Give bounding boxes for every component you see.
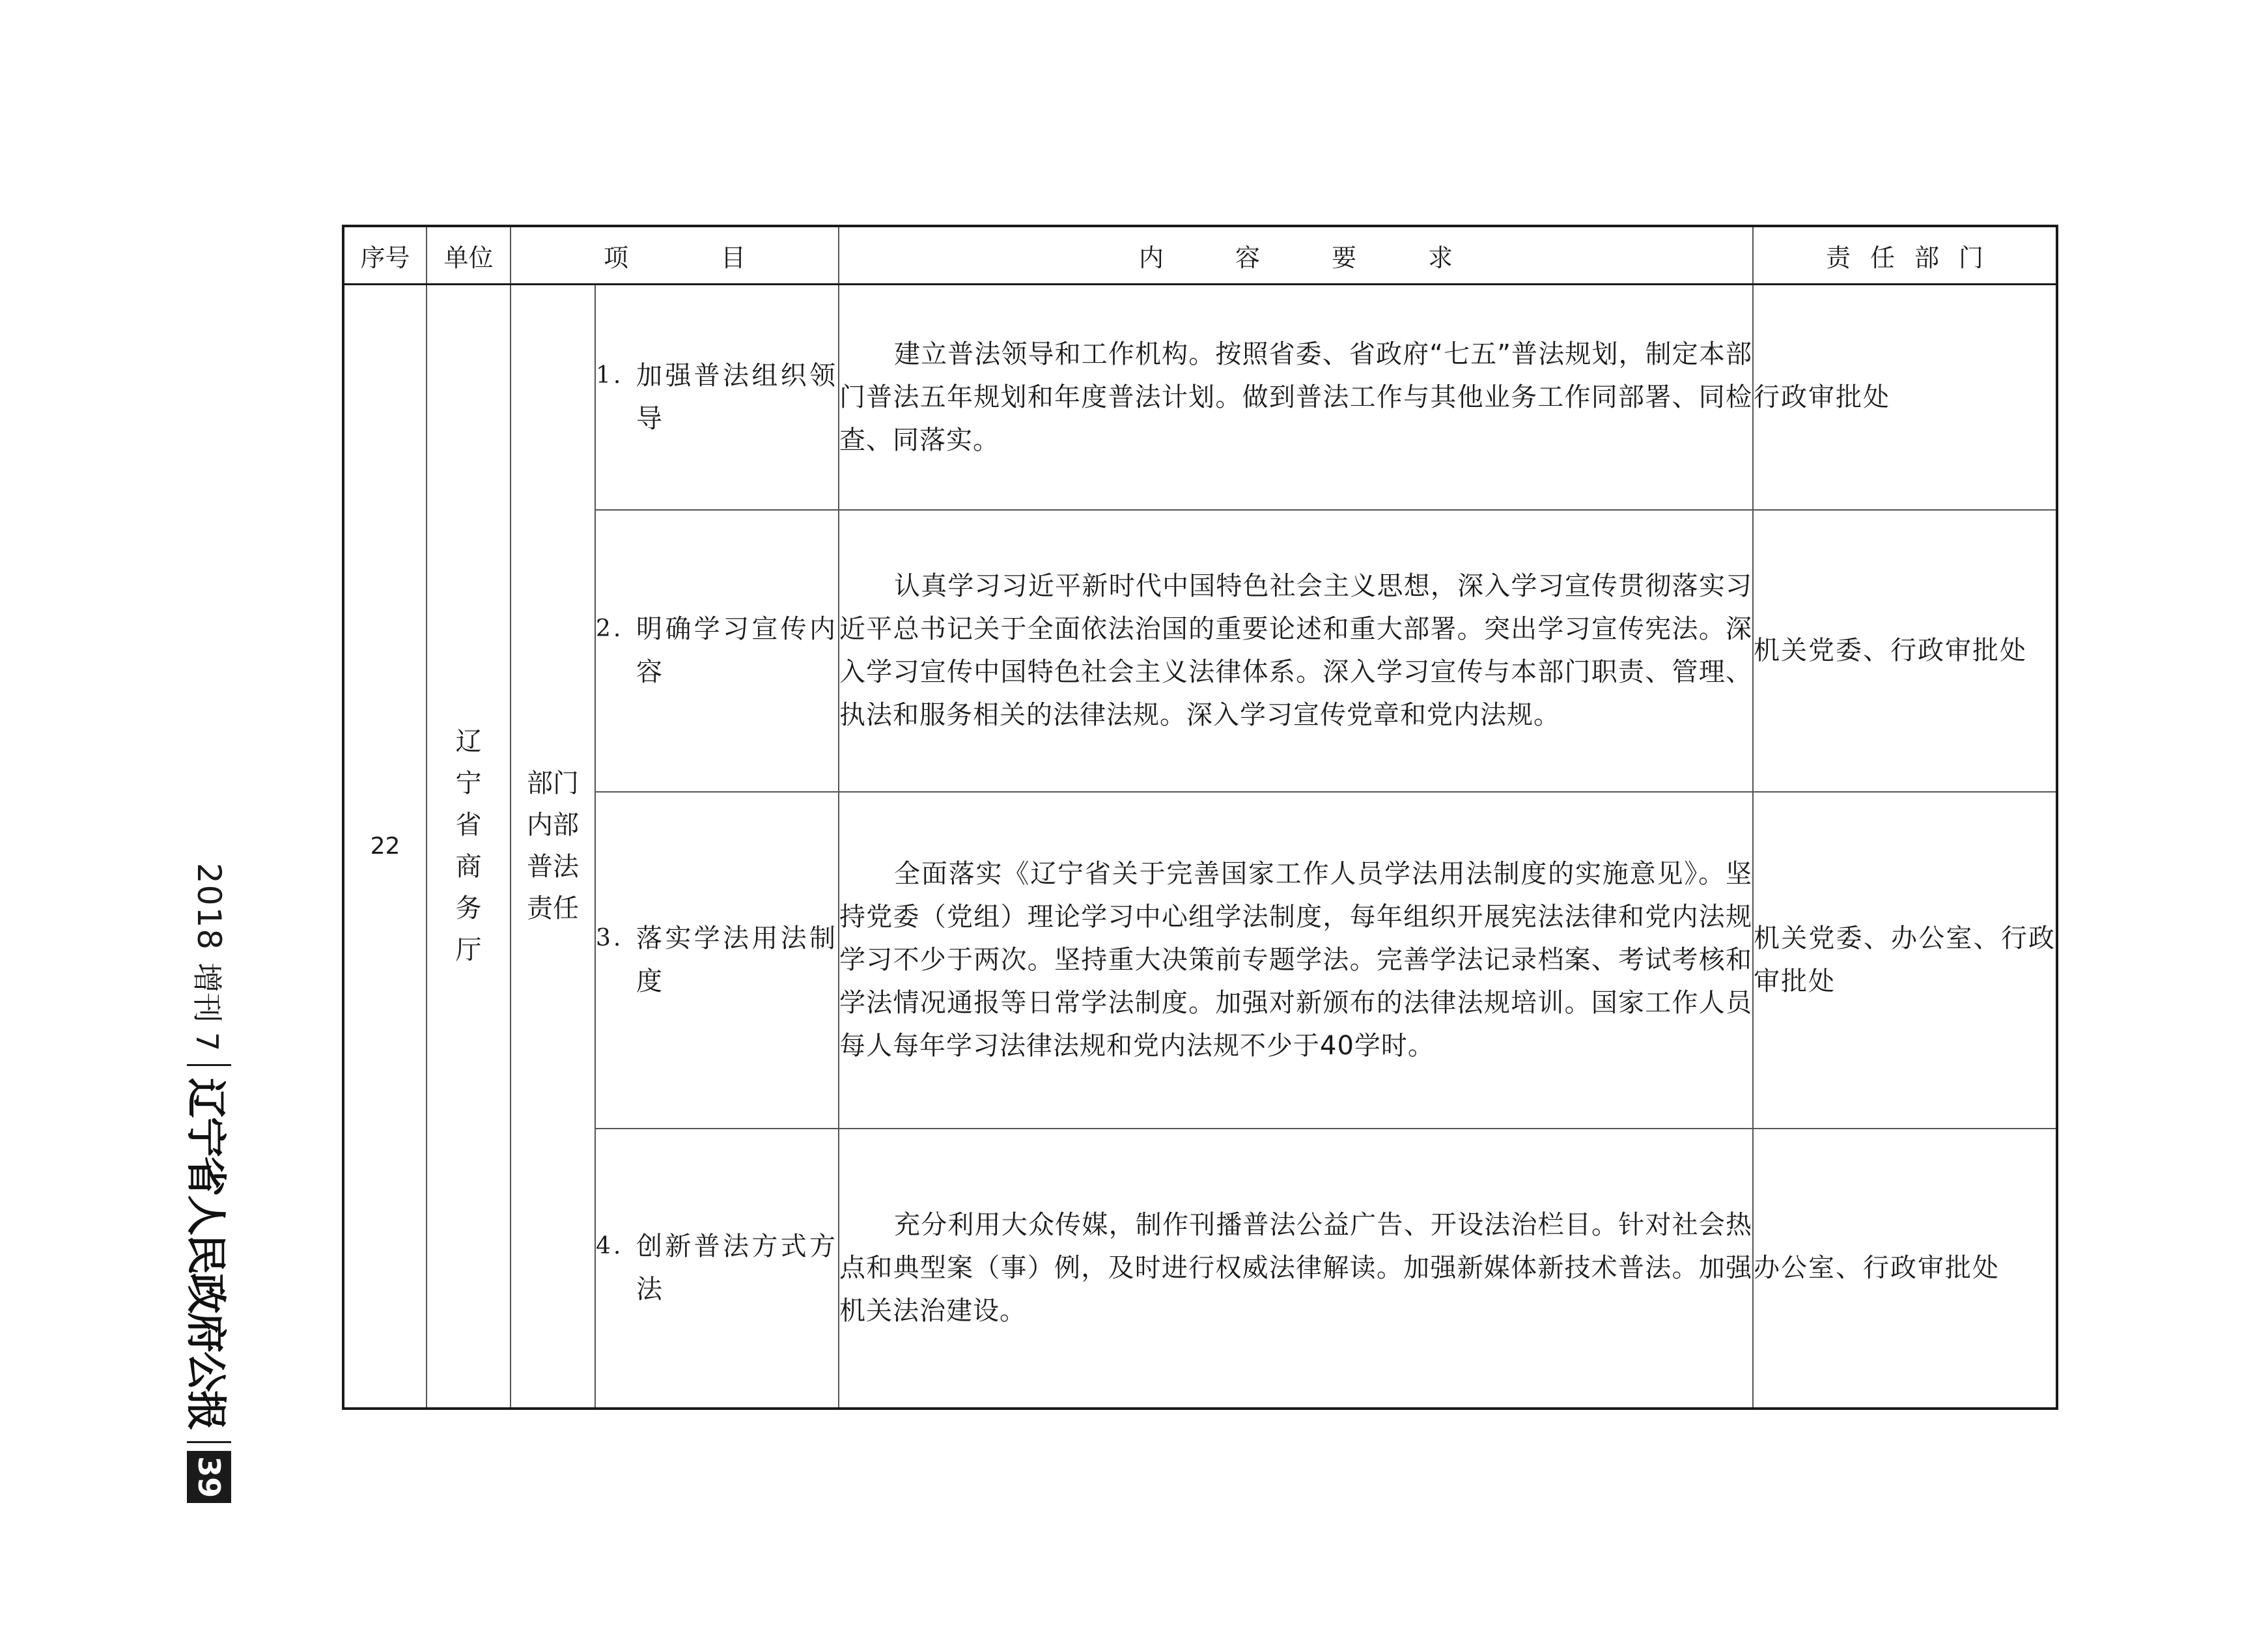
project-title: 明确学习宣传内容: [636, 614, 839, 687]
sequence-number: 22: [343, 285, 427, 1409]
department-text: 机关党委、行政审批处: [1754, 636, 2028, 666]
header-unit: 单位: [427, 226, 511, 285]
header-responsible: [1753, 226, 2057, 285]
department-text: 行政审批处: [1754, 382, 1891, 412]
unit-name: 辽宁省商务厅: [455, 727, 482, 966]
publication-title: 辽宁省人民政府公报: [182, 1078, 230, 1430]
project-title: 加强普法组织领导: [636, 360, 839, 434]
project-title: 落实学法用法制度: [636, 923, 839, 996]
category-cell: [511, 285, 595, 1409]
header-content-label: 内容要求: [1139, 243, 1525, 272]
content-cell: [839, 1129, 1753, 1409]
content-cell: [839, 510, 1753, 792]
table-row: [343, 510, 2057, 792]
project-cell: [595, 1129, 839, 1409]
table-row: [343, 792, 2057, 1129]
department-cell: [1753, 510, 2057, 792]
content-text: 充分利用大众传媒，制作刊播普法公益广告、开设法治栏目。针对社会热点和典型案（事）例，及时进行权威法律解读。加强新媒体新技术普法。加强机关法治建设。: [839, 1210, 1753, 1326]
project-cell: [595, 285, 839, 510]
header-responsible-label: 责任部门: [1826, 243, 2004, 272]
project-number: 1.: [596, 361, 624, 389]
project-number: 4.: [596, 1233, 624, 1259]
department-cell: [1753, 285, 2057, 510]
page-number: 39: [188, 1451, 232, 1503]
department-text: 办公室、行政审批处: [1754, 1253, 2000, 1283]
margin-divider: [188, 1064, 232, 1066]
content-text: 建立普法领导和工作机构。按照省委、省政府“七五”普法规划，制定本部门普法五年规划和年度普法计划。做到普法工作与其他业务工作同部署、同检查、同落实。: [839, 339, 1753, 455]
content-text: 认真学习习近平新时代中国特色社会主义思想，深入学习宣传贯彻落实习近平总书记关于全面依法治国的重要论述和重大部署。突出学习宣传宪法。深入学习宣传中国特色社会主义法律体系。深入学习宣传与本部门职责、管理、执法和服务相关的法律法规。深入学习宣传党章和党内法规。: [839, 571, 1753, 730]
margin-year: 2018: [190, 863, 229, 951]
content-cell: [839, 792, 1753, 1129]
department-cell: [1753, 792, 2057, 1129]
project-number: 3.: [596, 925, 624, 951]
header-project-label: 项 目: [604, 243, 780, 272]
margin-divider: [188, 1441, 232, 1443]
unit-cell: [427, 285, 511, 1409]
project-cell: [595, 792, 839, 1129]
table-row: [343, 285, 2057, 510]
content-text: 全面落实《辽宁省关于完善国家工作人员学法用法制度的实施意见》。坚持党委（党组）理论学习中心组学法制度，每年组织开展宪法法律和党内法规学习不少于两次。坚持重大决策前专题学法。完善学法记录档案、考试考核和学法情况通报等日常学法制度。加强对新颁布的法律法规培训。国家工作人员每人每年学习法律法规和党内法规不少于40学时。: [839, 859, 1753, 1061]
header-seq: 序号: [343, 226, 427, 285]
table-header-row: [343, 226, 2057, 285]
category-name: 部门内部普法责任: [527, 768, 579, 924]
project-number: 2.: [596, 615, 624, 642]
table-row: [343, 1129, 2057, 1409]
margin-issue: 增刊 7: [189, 963, 225, 1052]
header-project: [511, 226, 839, 285]
department-text: 机关党委、办公室、行政审批处: [1754, 923, 2056, 996]
content-cell: [839, 285, 1753, 510]
department-cell: [1753, 1129, 2057, 1409]
project-cell: [595, 510, 839, 792]
document-table: [342, 225, 2058, 1410]
header-content: [839, 226, 1753, 285]
project-title: 创新普法方式方法: [636, 1231, 839, 1304]
